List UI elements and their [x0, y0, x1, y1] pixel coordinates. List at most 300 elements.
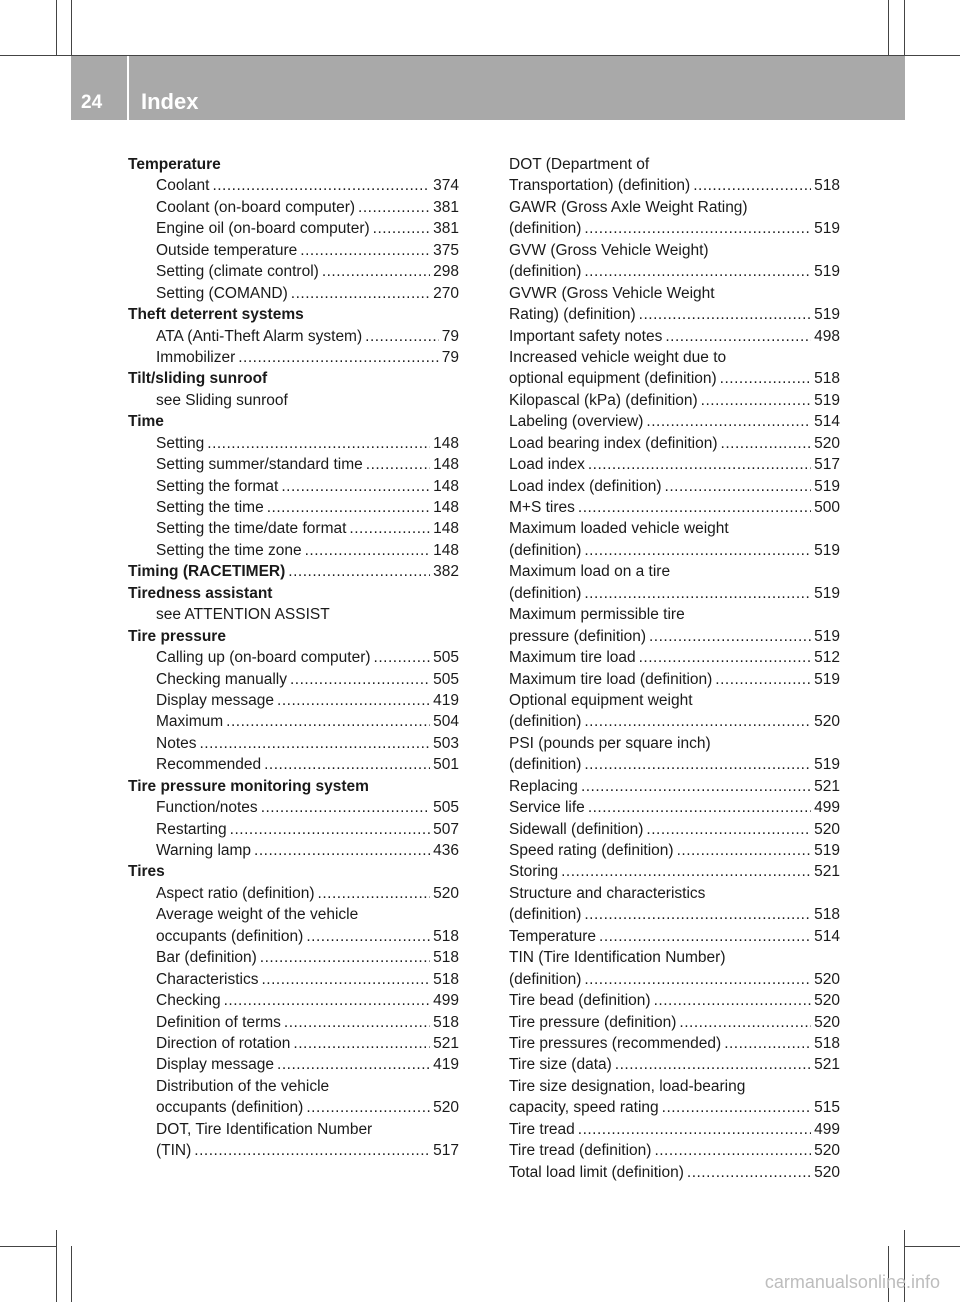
- dot-leader: [277, 1054, 430, 1075]
- page-reference: 499: [814, 1120, 840, 1138]
- entry-label: Storing: [509, 863, 559, 881]
- index-entry: [509, 347, 840, 368]
- dot-leader: [306, 926, 430, 947]
- dot-leader: [262, 969, 431, 990]
- entry-label: Temperature: [509, 927, 597, 945]
- index-entry: [509, 754, 840, 775]
- index-entry: [128, 840, 459, 861]
- entry-label: Time: [128, 413, 164, 431]
- dot-leader: [584, 904, 811, 925]
- entry-label: Rating) (definition): [509, 306, 636, 324]
- entry-label: Setting (climate control): [156, 263, 319, 281]
- dot-leader: [281, 476, 430, 497]
- entry-label: Maximum loaded vehicle weight: [509, 520, 729, 538]
- page-reference: 514: [814, 413, 840, 431]
- index-entry: [509, 540, 840, 561]
- dot-leader: [288, 561, 430, 582]
- index-entry: [509, 561, 840, 582]
- dot-leader: [561, 861, 811, 882]
- page-reference: 419: [433, 1056, 459, 1074]
- index-entry: [128, 904, 459, 925]
- dot-leader: [687, 1162, 811, 1183]
- index-entry: [128, 990, 459, 1011]
- dot-leader: [207, 433, 430, 454]
- header-divider: [127, 56, 129, 120]
- entry-label: Notes: [156, 734, 197, 752]
- index-entry: [128, 283, 459, 304]
- dot-leader: [349, 518, 430, 539]
- index-entry: [509, 604, 840, 625]
- index-entry: [509, 819, 840, 840]
- dot-leader: [230, 819, 430, 840]
- page-reference: 518: [433, 949, 459, 967]
- index-entry: [509, 947, 840, 968]
- index-entry: [509, 154, 840, 175]
- entry-label: Tire tread (definition): [509, 1142, 652, 1160]
- page-reference: 499: [433, 992, 459, 1010]
- index-entry: [509, 647, 840, 668]
- page-reference: 518: [814, 177, 840, 195]
- index-entry: [509, 1033, 840, 1054]
- page-reference: 79: [441, 348, 459, 366]
- crop-mark: [888, 0, 889, 56]
- entry-label: Checking: [156, 992, 221, 1010]
- index-entry: [509, 840, 840, 861]
- page-reference: 148: [433, 434, 459, 452]
- dot-leader: [200, 733, 431, 754]
- index-column-left: [128, 154, 459, 1162]
- crop-mark: [71, 1246, 72, 1302]
- index-entry: [128, 711, 459, 732]
- dot-leader: [639, 647, 812, 668]
- index-entry: [509, 1140, 840, 1161]
- dot-leader: [373, 218, 430, 239]
- index-entry: [128, 390, 459, 411]
- dot-leader: [224, 990, 431, 1011]
- dot-leader: [212, 175, 430, 196]
- entry-label: ATA (Anti-Theft Alarm system): [156, 327, 363, 345]
- page-reference: 518: [814, 370, 840, 388]
- dot-leader: [365, 326, 439, 347]
- dot-leader: [260, 947, 430, 968]
- dot-leader: [322, 261, 430, 282]
- index-entry: [128, 1054, 459, 1075]
- dot-leader: [291, 283, 430, 304]
- entry-label: capacity, speed rating: [509, 1099, 659, 1117]
- page-reference: 519: [814, 756, 840, 774]
- entry-label: Optional equipment weight: [509, 691, 693, 709]
- page-reference: 148: [433, 499, 459, 516]
- page-reference: 521: [814, 863, 840, 881]
- page-reference: 518: [814, 906, 840, 924]
- page-reference: 419: [433, 691, 459, 709]
- dot-leader: [581, 776, 811, 797]
- dot-leader: [584, 711, 811, 732]
- index-entry: [509, 454, 840, 475]
- dot-leader: [293, 1033, 430, 1054]
- entry-label: Recommended: [156, 756, 262, 774]
- index-entry: [509, 518, 840, 539]
- entry-label: Direction of rotation: [156, 1034, 291, 1052]
- page-reference: 148: [433, 456, 459, 474]
- page-reference: 520: [814, 820, 840, 838]
- entry-label: Tire size (data): [509, 1056, 612, 1074]
- dot-leader: [721, 433, 812, 454]
- entry-label: Timing (RACETIMER): [128, 563, 286, 581]
- index-entry: [509, 711, 840, 732]
- index-entry: [128, 497, 459, 518]
- entry-label: Tire pressure (definition): [509, 1013, 677, 1031]
- index-entry: [128, 1140, 459, 1161]
- page-reference: 375: [433, 241, 459, 259]
- index-entry: [128, 1076, 459, 1097]
- dot-leader: [662, 1097, 811, 1118]
- index-entry: [128, 476, 459, 497]
- page-reference: 520: [814, 992, 840, 1010]
- entry-label: Transportation) (definition): [509, 177, 691, 195]
- dot-leader: [584, 583, 811, 604]
- index-entry: [128, 669, 459, 690]
- entry-label: Tire tread: [509, 1120, 575, 1138]
- index-entry: [128, 1097, 459, 1118]
- index-entry: [128, 1012, 459, 1033]
- dot-leader: [318, 883, 431, 904]
- index-heading: [128, 304, 459, 325]
- index-entry: [509, 326, 840, 347]
- index-entry: [509, 175, 840, 196]
- dot-leader: [654, 1140, 811, 1161]
- dot-leader: [578, 497, 811, 518]
- index-entry: [128, 647, 459, 668]
- dot-leader: [588, 454, 811, 475]
- dot-leader: [646, 819, 811, 840]
- entry-label: Speed rating (definition): [509, 842, 674, 859]
- index-entry: [509, 776, 840, 797]
- page-reference: 519: [814, 391, 840, 409]
- page-reference: 498: [814, 327, 840, 345]
- entry-label: Warning lamp: [156, 842, 252, 859]
- dot-leader: [679, 1012, 811, 1033]
- index-entry: [509, 669, 840, 690]
- page-reference: 148: [433, 541, 459, 559]
- entry-label: Temperature: [128, 156, 221, 173]
- index-entry: [509, 433, 840, 454]
- page-reference: 518: [814, 1034, 840, 1052]
- page-reference: 79: [441, 327, 459, 345]
- entry-label: Structure and characteristics: [509, 884, 706, 902]
- entry-label: Tire pressure monitoring system: [128, 777, 369, 795]
- entry-label: Important safety notes: [509, 327, 663, 345]
- entry-label: Setting the format: [156, 477, 279, 495]
- entry-label: (TIN): [156, 1142, 192, 1160]
- page-reference: 148: [433, 477, 459, 495]
- index-entry: [128, 969, 459, 990]
- page-reference: 520: [814, 713, 840, 731]
- page-reference: 517: [814, 456, 840, 474]
- index-heading: [128, 626, 459, 647]
- crop-mark: [904, 0, 905, 56]
- dot-leader: [720, 368, 811, 389]
- dot-leader: [358, 197, 430, 218]
- page-reference: 518: [433, 970, 459, 988]
- crop-mark: [56, 0, 57, 56]
- page-reference: 519: [814, 842, 840, 859]
- index-entry: [128, 197, 459, 218]
- entry-label: see ATTENTION ASSIST: [156, 606, 330, 624]
- index-entry: [128, 433, 459, 454]
- dot-leader: [226, 711, 430, 732]
- dot-leader: [284, 1012, 430, 1033]
- page-reference: 518: [433, 1013, 459, 1031]
- entry-label: GVW (Gross Vehicle Weight): [509, 241, 709, 259]
- index-entry: [509, 240, 840, 261]
- entry-label: Setting the time/date format: [156, 520, 347, 538]
- entry-label: Total load limit (definition): [509, 1163, 684, 1181]
- page-reference: 517: [433, 1142, 459, 1160]
- page-reference: 519: [814, 627, 840, 645]
- page-reference: 520: [433, 884, 459, 902]
- dot-leader: [715, 669, 811, 690]
- entry-label: (definition): [509, 541, 582, 559]
- index-entry: [509, 1054, 840, 1075]
- index-entry: [128, 326, 459, 347]
- entry-label: Tiredness assistant: [128, 584, 273, 602]
- entry-label: Replacing: [509, 777, 578, 795]
- entry-label: TIN (Tire Identification Number): [509, 949, 726, 967]
- index-column-right: [509, 154, 840, 1183]
- index-entry: [509, 969, 840, 990]
- page-reference: 148: [433, 520, 459, 538]
- index-entry: [509, 497, 840, 518]
- index-entry: [128, 175, 459, 196]
- entry-label: occupants (definition): [156, 927, 304, 945]
- entry-label: optional equipment (definition): [509, 370, 717, 388]
- index-entry: [128, 797, 459, 818]
- entry-label: Setting (COMAND): [156, 284, 288, 302]
- index-entry: [509, 1162, 840, 1183]
- entry-label: Theft deterrent systems: [128, 306, 304, 324]
- entry-label: Tire pressure: [128, 627, 226, 645]
- entry-label: Definition of terms: [156, 1013, 281, 1031]
- page-reference: 374: [433, 177, 459, 195]
- page-reference: 520: [814, 1013, 840, 1031]
- entry-label: Tilt/sliding sunroof: [128, 370, 268, 388]
- index-entry: [509, 1097, 840, 1118]
- dot-leader: [267, 497, 430, 518]
- dot-leader: [693, 175, 811, 196]
- dot-leader: [584, 969, 811, 990]
- dot-leader: [366, 454, 430, 475]
- crop-mark: [904, 1246, 960, 1247]
- dot-leader: [194, 1140, 430, 1161]
- dot-leader: [578, 1119, 811, 1140]
- entry-label: DOT, Tire Identification Number: [156, 1120, 373, 1138]
- index-heading: [128, 411, 459, 432]
- entry-label: Outside temperature: [156, 241, 298, 259]
- entry-label: GAWR (Gross Axle Weight Rating): [509, 198, 748, 216]
- page-reference: 512: [814, 649, 840, 667]
- entry-label: PSI (pounds per square inch): [509, 734, 711, 752]
- dot-leader: [238, 347, 439, 368]
- page-reference: 503: [433, 734, 459, 752]
- page-reference: 514: [814, 927, 840, 945]
- page-reference: 519: [814, 584, 840, 602]
- crop-mark: [56, 1230, 57, 1302]
- dot-leader: [654, 990, 812, 1011]
- dot-leader: [639, 304, 811, 325]
- index-entry: [128, 540, 459, 561]
- entry-label: Maximum load on a tire: [509, 563, 671, 581]
- entry-label: Engine oil (on-board computer): [156, 220, 370, 238]
- page-reference: 270: [433, 284, 459, 302]
- page-reference: 436: [433, 842, 459, 859]
- crop-mark: [71, 0, 72, 56]
- page-reference: 521: [814, 777, 840, 795]
- page-reference: 381: [433, 220, 459, 238]
- entry-label: M+S tires: [509, 499, 575, 516]
- entry-label: (definition): [509, 263, 582, 281]
- page-reference: 501: [433, 756, 459, 774]
- index-entry: [128, 261, 459, 282]
- index-entry: [509, 926, 840, 947]
- entry-label: Average weight of the vehicle: [156, 906, 359, 924]
- entry-label: Setting summer/standard time: [156, 456, 363, 474]
- index-entry: [128, 754, 459, 775]
- index-entry: [509, 1076, 840, 1097]
- page-reference: 515: [814, 1099, 840, 1117]
- entry-label: Distribution of the vehicle: [156, 1077, 330, 1095]
- index-entry: [509, 883, 840, 904]
- entry-label: Display message: [156, 1056, 275, 1074]
- entry-label: Calling up (on-board computer): [156, 649, 371, 667]
- entry-label: Maximum permissible tire: [509, 606, 685, 624]
- index-entry: [128, 1119, 459, 1140]
- dot-leader: [588, 797, 811, 818]
- index-entry: [509, 990, 840, 1011]
- page-reference: 507: [433, 820, 459, 838]
- dot-leader: [701, 390, 811, 411]
- index-entry: [509, 626, 840, 647]
- entry-label: Coolant (on-board computer): [156, 198, 356, 216]
- entry-label: Setting the time: [156, 499, 264, 516]
- dot-leader: [649, 626, 811, 647]
- index-heading: [128, 154, 459, 175]
- dot-leader: [374, 647, 431, 668]
- entry-label: pressure (definition): [509, 627, 646, 645]
- dot-leader: [254, 840, 430, 861]
- index-entry: [509, 283, 840, 304]
- index-entry: [509, 390, 840, 411]
- entry-label: Maximum tire load (definition): [509, 670, 713, 688]
- page-reference: 520: [433, 1099, 459, 1117]
- dot-leader: [665, 476, 812, 497]
- index-entry: [509, 583, 840, 604]
- index-entry: [509, 861, 840, 882]
- entry-label: Coolant: [156, 177, 210, 195]
- index-entry: [128, 690, 459, 711]
- page-reference: 298: [433, 263, 459, 281]
- index-entry: [128, 454, 459, 475]
- dot-leader: [305, 540, 431, 561]
- page-reference: 521: [433, 1034, 459, 1052]
- index-entry: [509, 690, 840, 711]
- entry-label: Immobilizer: [156, 348, 236, 366]
- page-reference: 520: [814, 1142, 840, 1160]
- dot-leader: [677, 840, 812, 861]
- index-entry: [128, 733, 459, 754]
- page-number: 24: [81, 92, 103, 113]
- index-entry: [509, 304, 840, 325]
- entry-label: Setting: [156, 434, 205, 452]
- index-entry: [509, 411, 840, 432]
- page-reference: 520: [814, 970, 840, 988]
- index-heading: [128, 368, 459, 389]
- entry-label: Load index: [509, 456, 585, 474]
- entry-label: Sidewall (definition): [509, 820, 644, 838]
- dot-leader: [261, 797, 430, 818]
- index-entry: [509, 197, 840, 218]
- entry-label: Tires: [128, 863, 165, 881]
- index-entry: [509, 1119, 840, 1140]
- entry-label: Bar (definition): [156, 949, 257, 967]
- entry-label: Kilopascal (kPa) (definition): [509, 391, 698, 409]
- index-heading: [128, 776, 459, 797]
- entry-label: see Sliding sunroof: [156, 391, 288, 409]
- dot-leader: [584, 218, 811, 239]
- page-reference: 381: [433, 198, 459, 216]
- index-entry: [509, 797, 840, 818]
- entry-label: DOT (Department of: [509, 156, 650, 173]
- entry-label: Setting the time zone: [156, 541, 302, 559]
- entry-label: Characteristics: [156, 970, 259, 988]
- page-title: Index: [141, 89, 199, 114]
- crop-mark: [0, 1246, 56, 1247]
- page-reference: 505: [433, 799, 459, 817]
- entry-label: GVWR (Gross Vehicle Weight: [509, 284, 715, 302]
- entry-label: Increased vehicle weight due to: [509, 348, 727, 366]
- entry-label: Maximum tire load: [509, 649, 636, 667]
- page-reference: 519: [814, 263, 840, 281]
- index-entry: [509, 261, 840, 282]
- entry-label: Tire bead (definition): [509, 992, 651, 1010]
- dot-leader: [290, 669, 430, 690]
- dot-leader: [306, 1097, 430, 1118]
- entry-label: Aspect ratio (definition): [156, 884, 315, 902]
- page-reference: 521: [814, 1056, 840, 1074]
- index-entry: [128, 518, 459, 539]
- entry-label: Load index (definition): [509, 477, 662, 495]
- page-reference: 519: [814, 670, 840, 688]
- index-entry: [509, 733, 840, 754]
- dot-leader: [584, 754, 811, 775]
- page-reference: 500: [814, 499, 840, 516]
- index-entry: [509, 218, 840, 239]
- index-heading: [128, 861, 459, 882]
- index-entry: [128, 347, 459, 368]
- page-reference: 520: [814, 434, 840, 452]
- page-reference: 519: [814, 220, 840, 238]
- entry-label: (definition): [509, 220, 582, 238]
- dot-leader: [665, 326, 811, 347]
- index-entry: [128, 883, 459, 904]
- entry-label: Checking manually: [156, 670, 287, 688]
- page-reference: 382: [433, 563, 459, 581]
- page-reference: 520: [814, 1163, 840, 1181]
- dot-leader: [300, 240, 430, 261]
- entry-label: Function/notes: [156, 799, 258, 817]
- entry-label: (definition): [509, 713, 582, 731]
- watermark: carmanualsonline.info: [764, 1272, 940, 1292]
